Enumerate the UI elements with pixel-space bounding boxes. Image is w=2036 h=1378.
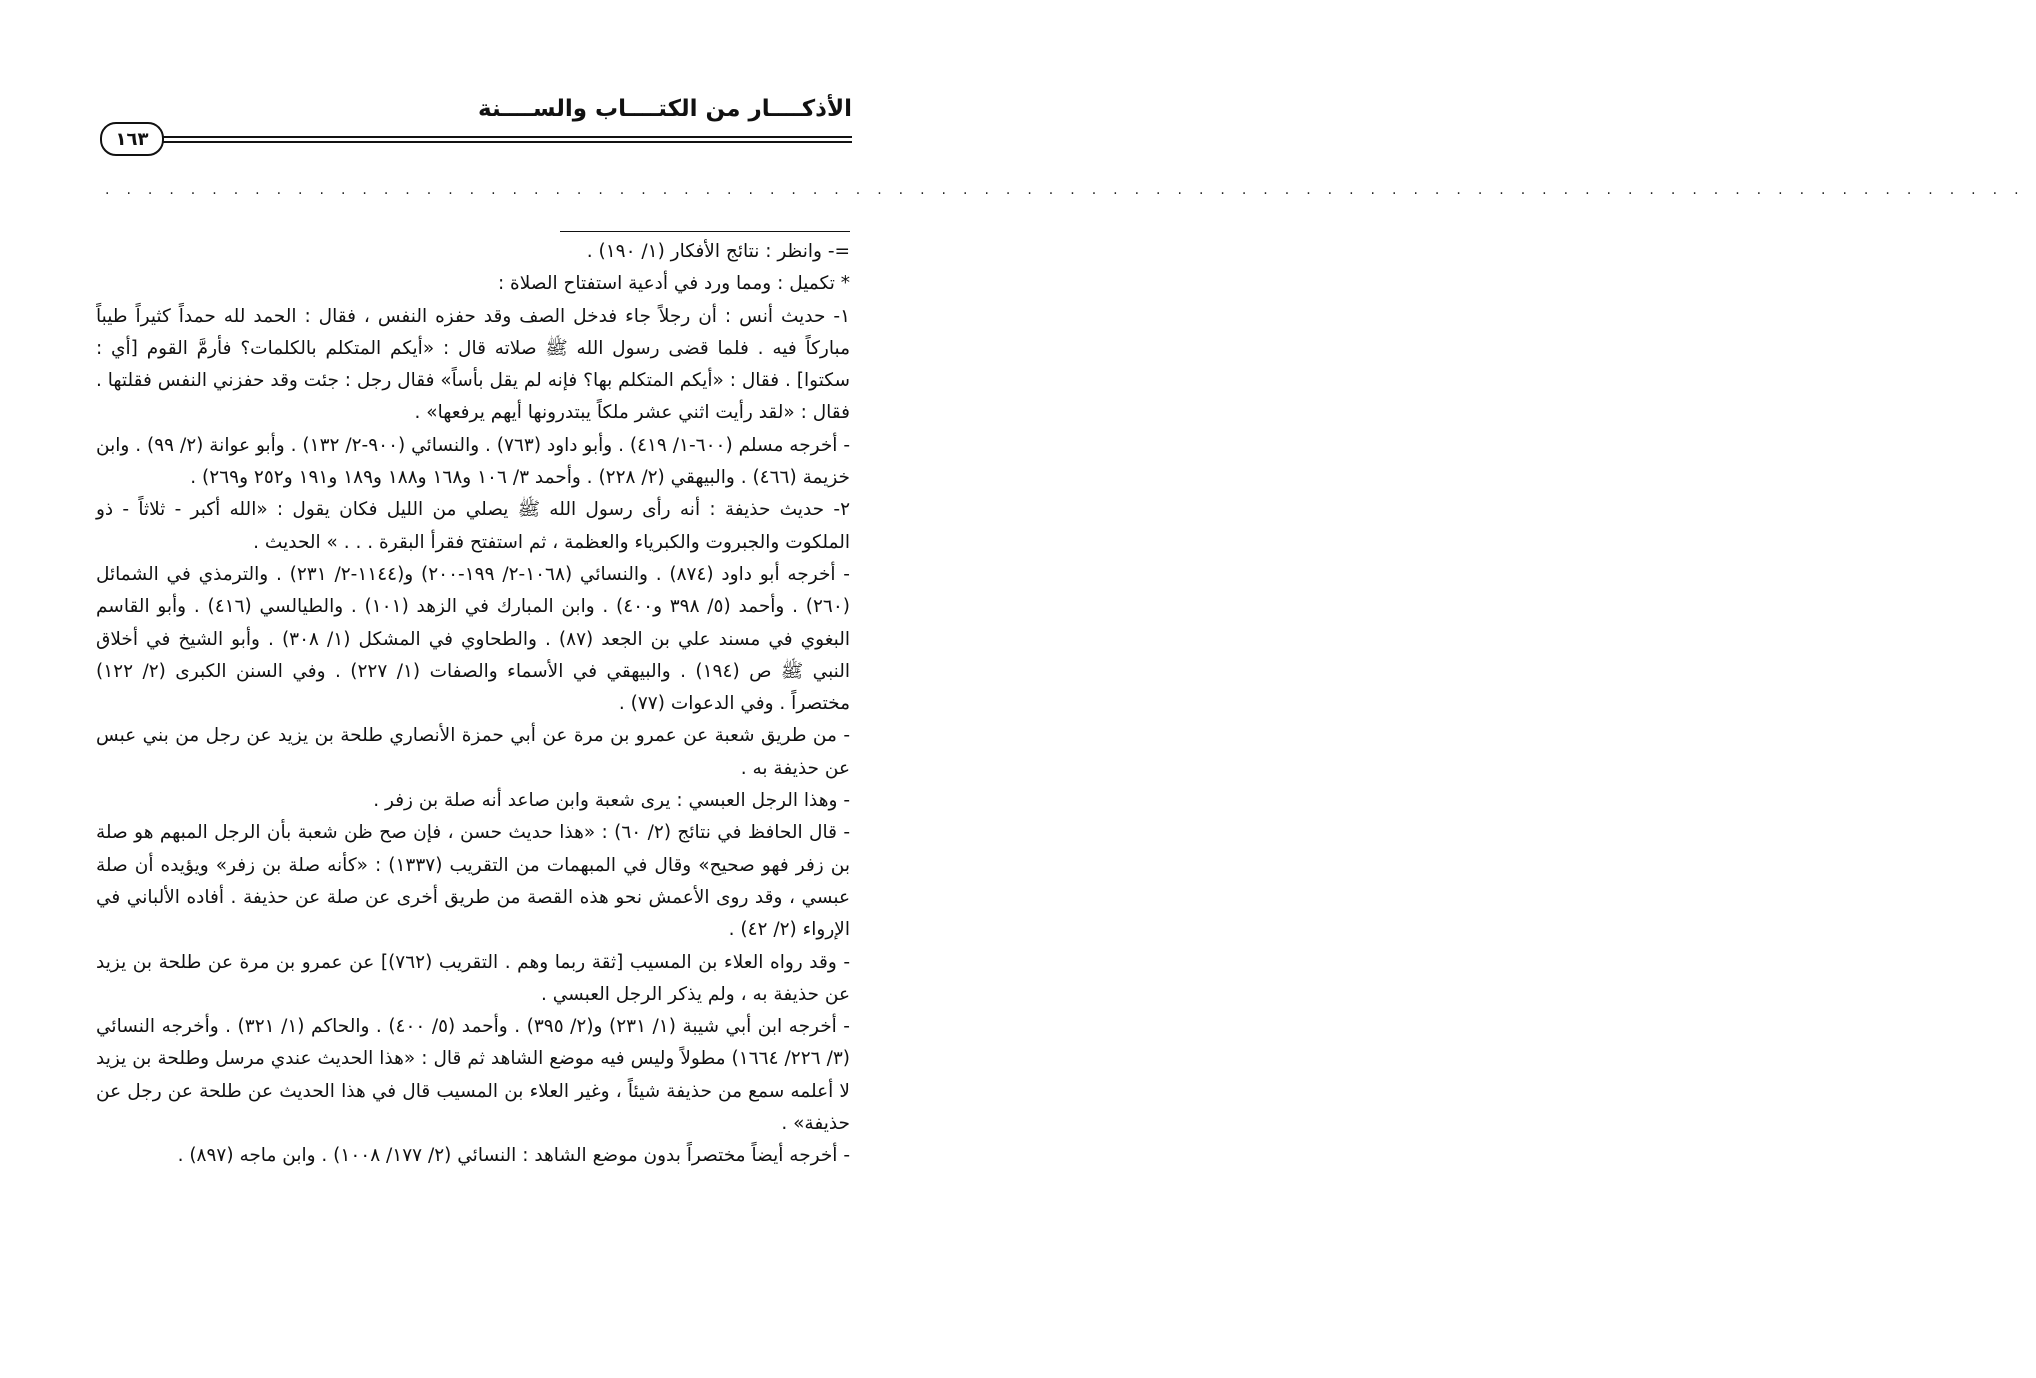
footnote-paragraph: - أخرجه أيضاً مختصراً بدون موضع الشاهد : النسائي (٢/ ١٧٧/ ١٠٠٨) . وابن ماجه (٨٩٧) .: [177, 1145, 850, 1167]
footnote-paragraph: ١- حديث أنس : أن رجلاً جاء فدخل الصف وقد حفزه النفس ، فقال : الحمد لله حمداً كثيراً طيباً مباركاً فيه . فلما قضى رسول الله ﷺ صلاته قال : «أيكم المتكلم بالكلمات؟ فأرمَّ القوم [أي : سكتوا] . فقال : «أيكم المتكلم بها؟ فإنه لم يقل بأساً» فقال رجل : جئت وقد حفزني النفس فقلتها . فقال : «لقد رأيت اثني عشر ملكاً يبتدرونها أيهم يرفعها» .: [96, 305, 850, 424]
header-rule: [158, 136, 852, 138]
footnote-paragraph: - وقد رواه العلاء بن المسيب [ثقة ربما وهم . التقريب (٧٦٢)] عن عمرو بن مرة عن طلحة بن يزيد عن حذيفة به ، ولم يذكر الرجل العبسي .: [96, 951, 851, 1005]
footnote-text: [96, 236, 850, 1173]
footnote-paragraph: - أخرجه ابن أبي شيبة (١/ ٢٣١) و(٢/ ٣٩٥) . وأحمد (٥/ ٤٠٠) . والحاكم (١/ ٣٢١) . وأخرجه النسائي (٣/ ٢٢٦/ ١٦٦٤) مطولاً وليس فيه موضع الشاهد ثم قال : «هذا الحديث عندي مرسل وطلحة بن يزيد لا أعلمه سمع من حذيفة شيئاً ، وغير العلاء بن المسيب قال في هذا الحديث عن طلحة عن رجل عن حذيفة» .: [96, 1016, 850, 1135]
page-header: [100, 96, 852, 156]
footnote-paragraph: - وهذا الرجل العبسي : يرى شعبة وابن صاعد أنه صلة بن زفر .: [373, 790, 850, 812]
footnote-paragraph: - قال الحافظ في نتائج (٢/ ٦٠) : «هذا حديث حسن ، فإن صح ظن شعبة بأن الرجل المبهم هو صلة بن زفر فهو صحيح» وقال في المبهمات من التقريب (١٣٣٧) : «كأنه صلة بن زفر» ويؤيده أن صلة عبسي ، وقد روى الأعمش نحو هذه القصة من طريق أخرى عن صلة عن حذيفة . أفاده الألباني في الإرواء (٢/ ٤٢) .: [96, 822, 851, 941]
page-number: ١٦٣: [115, 128, 149, 150]
footnote-paragraph: ٢- حديث حذيفة : أنه رأى رسول الله ﷺ يصلي من الليل فكان يقول : «الله أكبر - ثلاثاً - ذو الملكوت والجبروت والكبرياء والعظمة ، ثم استفتح فقرأ البقرة . . . » الحديث .: [96, 499, 850, 553]
footnote-rule: [560, 231, 850, 232]
footnote-paragraph: - أخرجه أبو داود (٨٧٤) . والنسائي (١٠٦٨-٢/ ١٩٩-٢٠٠) و(١١٤٤-٢/ ٢٣١) . والترمذي في الشمائل (٢٦٠) . وأحمد (٥/ ٣٩٨ و٤٠٠) . وابن المبارك في الزهد (١٠١) . والطيالسي (٤١٦) . وأبو القاسم البغوي في مسند علي بن الجعد (٨٧) . والطحاوي في المشكل (١/ ٣٠٨) . وأبو الشيخ في أخلاق النبي ﷺ ص (١٩٤) . والبيهقي في الأسماء والصفات (١/ ٢٢٧) . وفي السنن الكبرى (٢/ ١٢٢) مختصراً . وفي الدعوات (٧٧) .: [96, 563, 851, 715]
dotted-separator: ..........................................................................................: [105, 182, 2036, 198]
page-number-badge: [100, 122, 164, 156]
running-title: الأذكــــار من الكتــــاب والســــنة: [478, 96, 852, 122]
footnote-paragraph: =- وانظر : نتائج الأفكار (١/ ١٩٠) .: [586, 241, 850, 262]
footnote-paragraph: - أخرجه مسلم (٦٠٠-١/ ٤١٩) . وأبو داود (٧٦٣) . والنسائي (٩٠٠-٢/ ١٣٢) . وأبو عوانة (٢/ ٩٩) . وابن خزيمة (٤٦٦) . والبيهقي (٢/ ٢٢٨) . وأحمد ٣/ ١٠٦ و١٦٨ و١٨٨ و١٨٩ و١٩١ و٢٥٢ و٢٦٩) .: [96, 434, 851, 489]
header-rule: [158, 141, 852, 143]
footnote-paragraph: - من طريق شعبة عن عمرو بن مرة عن أبي حمزة الأنصاري طلحة بن يزيد عن رجل من بني عبس عن حذيفة به .: [96, 725, 850, 779]
footnote-paragraph: * تكميل : ومما ورد في أدعية استفتاح الصلاة :: [497, 273, 850, 295]
